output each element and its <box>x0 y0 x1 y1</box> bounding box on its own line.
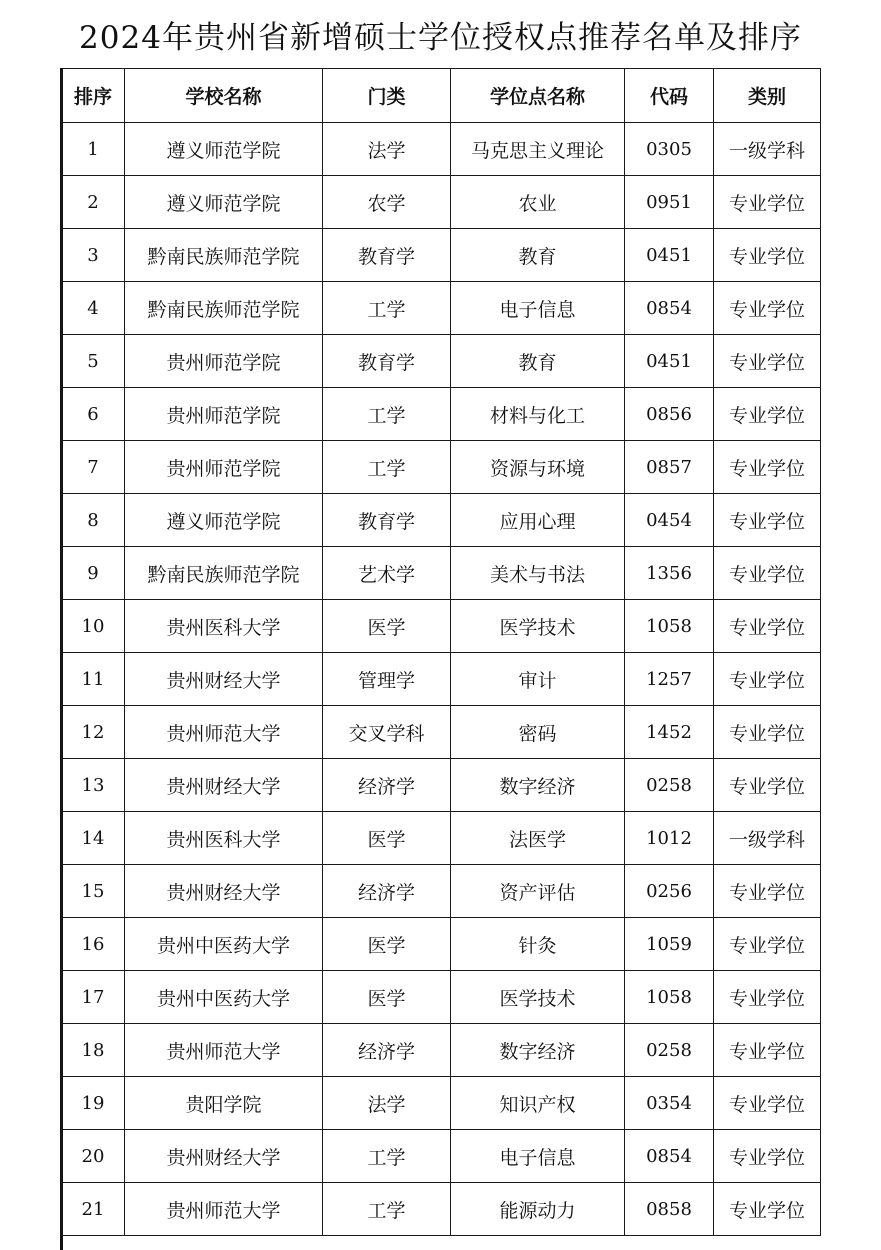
category-cell: 经济学 <box>323 1024 451 1077</box>
school-name-cell: 贵州师范学院 <box>125 441 323 494</box>
table-row <box>62 653 821 706</box>
header-code: 代码 <box>625 69 714 123</box>
type-cell: 专业学位 <box>714 441 821 494</box>
degree-program-cell: 密码 <box>451 706 625 759</box>
category-cell: 医学 <box>323 812 451 865</box>
degree-program-cell: 教育 <box>451 229 625 282</box>
category-cell: 教育学 <box>323 229 451 282</box>
type-cell: 专业学位 <box>714 1077 821 1130</box>
degree-program-cell: 材料与化工 <box>451 388 625 441</box>
table-row <box>62 600 821 653</box>
school-name-cell: 贵州师范大学 <box>125 1183 323 1236</box>
table-row <box>62 335 821 388</box>
table-row <box>62 441 821 494</box>
school-name-cell: 贵州师范大学 <box>125 1024 323 1077</box>
category-cell: 管理学 <box>323 653 451 706</box>
degree-program-cell: 审计 <box>451 653 625 706</box>
code-cell: 0858 <box>625 1183 714 1236</box>
type-cell: 专业学位 <box>714 865 821 918</box>
rank-cell: 1 <box>62 123 125 176</box>
code-cell: 1257 <box>625 653 714 706</box>
category-cell: 法学 <box>323 1077 451 1130</box>
school-name-cell: 贵州中医药大学 <box>125 918 323 971</box>
page-title: 2024年贵州省新增硕士学位授权点推荐名单及排序 <box>79 20 802 56</box>
category-cell: 法学 <box>323 123 451 176</box>
school-name-cell: 贵州财经大学 <box>125 865 323 918</box>
degree-program-cell: 数字经济 <box>451 759 625 812</box>
degree-program-cell: 电子信息 <box>451 282 625 335</box>
table-row <box>62 1024 821 1077</box>
type-cell: 专业学位 <box>714 176 821 229</box>
school-name-cell: 贵州师范大学 <box>125 706 323 759</box>
table-row <box>62 759 821 812</box>
code-cell: 0451 <box>625 335 714 388</box>
rank-cell: 15 <box>62 865 125 918</box>
type-cell: 专业学位 <box>714 282 821 335</box>
school-name-cell: 贵州财经大学 <box>125 759 323 812</box>
degree-program-cell: 电子信息 <box>451 1130 625 1183</box>
code-cell: 1452 <box>625 706 714 759</box>
type-cell: 专业学位 <box>714 759 821 812</box>
rank-cell: 3 <box>62 229 125 282</box>
school-name-cell: 遵义师范学院 <box>125 494 323 547</box>
degree-program-cell: 马克思主义理论 <box>451 123 625 176</box>
category-cell: 医学 <box>323 600 451 653</box>
rank-cell: 12 <box>62 706 125 759</box>
code-cell: 1356 <box>625 547 714 600</box>
degree-program-cell: 资产评估 <box>451 865 625 918</box>
type-cell: 专业学位 <box>714 388 821 441</box>
category-cell: 医学 <box>323 971 451 1024</box>
rank-cell: 4 <box>62 282 125 335</box>
table-body <box>62 123 821 1236</box>
code-cell: 1012 <box>625 812 714 865</box>
type-cell: 一级学科 <box>714 812 821 865</box>
degree-program-cell: 数字经济 <box>451 1024 625 1077</box>
school-name-cell: 黔南民族师范学院 <box>125 547 323 600</box>
header-school-name: 学校名称 <box>125 69 323 123</box>
table-row <box>62 123 821 176</box>
category-cell: 医学 <box>323 918 451 971</box>
category-cell: 交叉学科 <box>323 706 451 759</box>
degree-program-cell: 教育 <box>451 335 625 388</box>
table-header-row <box>62 69 821 123</box>
code-cell: 1058 <box>625 600 714 653</box>
rank-cell: 21 <box>62 1183 125 1236</box>
type-cell: 专业学位 <box>714 971 821 1024</box>
code-cell: 0354 <box>625 1077 714 1130</box>
table-row <box>62 971 821 1024</box>
table-row <box>62 282 821 335</box>
degree-program-cell: 农业 <box>451 176 625 229</box>
code-cell: 0305 <box>625 123 714 176</box>
degree-program-cell: 美术与书法 <box>451 547 625 600</box>
degree-program-cell: 医学技术 <box>451 971 625 1024</box>
code-cell: 0857 <box>625 441 714 494</box>
rank-cell: 16 <box>62 918 125 971</box>
rank-cell: 7 <box>62 441 125 494</box>
rank-cell: 17 <box>62 971 125 1024</box>
rank-cell: 18 <box>62 1024 125 1077</box>
school-name-cell: 贵州财经大学 <box>125 1130 323 1183</box>
category-cell: 艺术学 <box>323 547 451 600</box>
header-type: 类别 <box>714 69 821 123</box>
table-row <box>62 1183 821 1236</box>
code-cell: 0256 <box>625 865 714 918</box>
rank-cell: 19 <box>62 1077 125 1130</box>
school-name-cell: 贵州师范学院 <box>125 388 323 441</box>
category-cell: 农学 <box>323 176 451 229</box>
code-cell: 0451 <box>625 229 714 282</box>
category-cell: 工学 <box>323 388 451 441</box>
recommendation-table <box>61 68 821 1236</box>
type-cell: 一级学科 <box>714 123 821 176</box>
rank-cell: 9 <box>62 547 125 600</box>
school-name-cell: 黔南民族师范学院 <box>125 282 323 335</box>
code-cell: 0454 <box>625 494 714 547</box>
table-row <box>62 176 821 229</box>
header-rank: 排序 <box>62 69 125 123</box>
type-cell: 专业学位 <box>714 547 821 600</box>
category-cell: 工学 <box>323 1130 451 1183</box>
type-cell: 专业学位 <box>714 229 821 282</box>
rank-cell: 14 <box>62 812 125 865</box>
category-cell: 经济学 <box>323 865 451 918</box>
rank-cell: 2 <box>62 176 125 229</box>
degree-program-cell: 针灸 <box>451 918 625 971</box>
degree-program-cell: 医学技术 <box>451 600 625 653</box>
school-name-cell: 贵州医科大学 <box>125 600 323 653</box>
table-row <box>62 865 821 918</box>
rank-cell: 10 <box>62 600 125 653</box>
table-row <box>62 1077 821 1130</box>
code-cell: 0258 <box>625 759 714 812</box>
degree-program-cell: 应用心理 <box>451 494 625 547</box>
table-row <box>62 494 821 547</box>
rank-cell: 13 <box>62 759 125 812</box>
code-cell: 0951 <box>625 176 714 229</box>
school-name-cell: 贵州中医药大学 <box>125 971 323 1024</box>
type-cell: 专业学位 <box>714 494 821 547</box>
category-cell: 经济学 <box>323 759 451 812</box>
code-cell: 0854 <box>625 1130 714 1183</box>
school-name-cell: 遵义师范学院 <box>125 176 323 229</box>
category-cell: 工学 <box>323 282 451 335</box>
type-cell: 专业学位 <box>714 1130 821 1183</box>
category-cell: 教育学 <box>323 494 451 547</box>
degree-program-cell: 资源与环境 <box>451 441 625 494</box>
degree-program-cell: 法医学 <box>451 812 625 865</box>
table-row <box>62 229 821 282</box>
degree-program-cell: 能源动力 <box>451 1183 625 1236</box>
code-cell: 1058 <box>625 971 714 1024</box>
table-row <box>62 812 821 865</box>
rank-cell: 6 <box>62 388 125 441</box>
type-cell: 专业学位 <box>714 335 821 388</box>
type-cell: 专业学位 <box>714 653 821 706</box>
category-cell: 工学 <box>323 1183 451 1236</box>
type-cell: 专业学位 <box>714 918 821 971</box>
header-degree-program: 学位点名称 <box>451 69 625 123</box>
table-row <box>62 918 821 971</box>
school-name-cell: 黔南民族师范学院 <box>125 229 323 282</box>
school-name-cell: 贵州师范学院 <box>125 335 323 388</box>
category-cell: 工学 <box>323 441 451 494</box>
category-cell: 教育学 <box>323 335 451 388</box>
school-name-cell: 贵州财经大学 <box>125 653 323 706</box>
type-cell: 专业学位 <box>714 706 821 759</box>
code-cell: 0856 <box>625 388 714 441</box>
rank-cell: 11 <box>62 653 125 706</box>
rank-cell: 20 <box>62 1130 125 1183</box>
code-cell: 1059 <box>625 918 714 971</box>
school-name-cell: 贵州医科大学 <box>125 812 323 865</box>
table-row <box>62 1130 821 1183</box>
school-name-cell: 遵义师范学院 <box>125 123 323 176</box>
code-cell: 0258 <box>625 1024 714 1077</box>
school-name-cell: 贵阳学院 <box>125 1077 323 1130</box>
type-cell: 专业学位 <box>714 1183 821 1236</box>
type-cell: 专业学位 <box>714 600 821 653</box>
header-category: 门类 <box>323 69 451 123</box>
degree-program-cell: 知识产权 <box>451 1077 625 1130</box>
type-cell: 专业学位 <box>714 1024 821 1077</box>
rank-cell: 8 <box>62 494 125 547</box>
table-row <box>62 706 821 759</box>
rank-cell: 5 <box>62 335 125 388</box>
table-row <box>62 388 821 441</box>
table-row <box>62 547 821 600</box>
code-cell: 0854 <box>625 282 714 335</box>
